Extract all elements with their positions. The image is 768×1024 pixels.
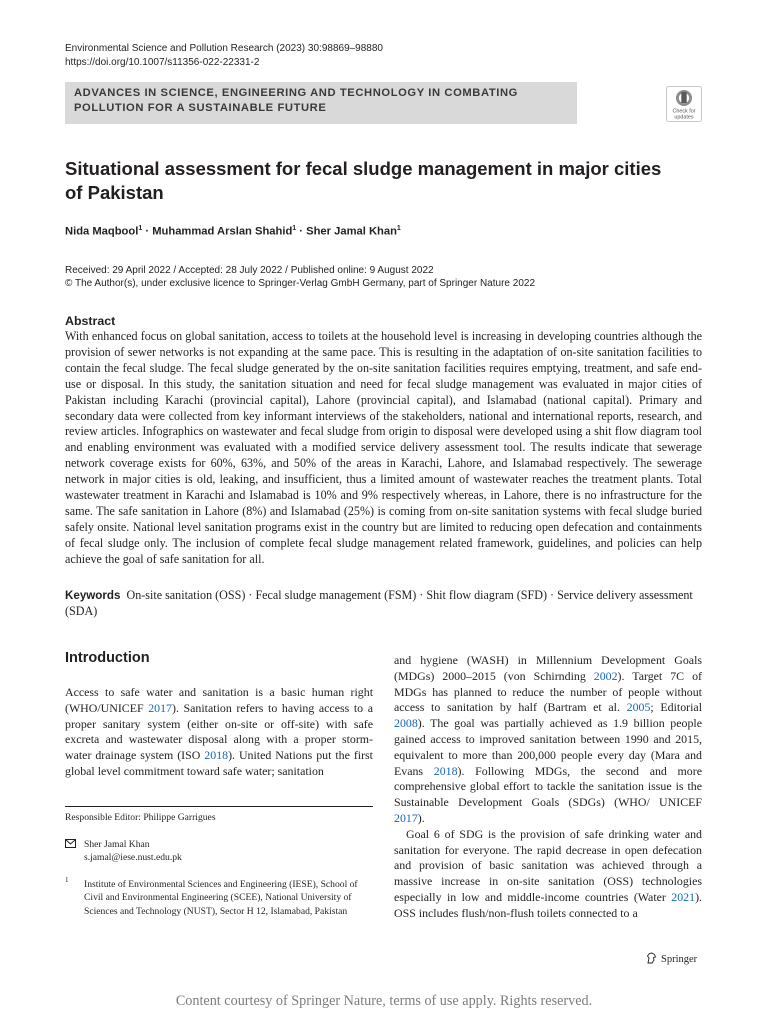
body-text: ). United Nations put the first global level commitment toward safe water; sanitation bbox=[65, 748, 373, 778]
author-name[interactable]: Nida Maqbool bbox=[65, 225, 139, 238]
intro-paragraph-3 bbox=[394, 827, 702, 922]
citation-link[interactable]: 2017 bbox=[394, 810, 418, 825]
banner-line-1: ADVANCES IN SCIENCE, ENGINEERING AND TECHNOLOGY IN COMBATING bbox=[74, 87, 518, 99]
journal-citation: Environmental Science and Pollution Research (2023) 30:98869–98880 bbox=[65, 43, 383, 54]
history-dates: Received: 29 April 2022 / Accepted: 28 July 2022 / Published online: 9 August 2022 bbox=[65, 265, 434, 276]
badge-line-2: updates bbox=[674, 114, 694, 121]
keywords bbox=[65, 588, 702, 620]
intro-column-left bbox=[65, 685, 373, 780]
body-text: ). OSS includes flush/non-flush toilets connected to a bbox=[394, 889, 702, 920]
body-text: ). bbox=[417, 810, 425, 825]
citation-link[interactable]: 2018 bbox=[204, 748, 229, 763]
springer-logo bbox=[646, 952, 697, 965]
citation-link[interactable]: 2021 bbox=[671, 889, 696, 904]
author-name[interactable]: Sher Jamal Khan bbox=[306, 225, 397, 238]
keywords-label: Keywords bbox=[65, 589, 121, 602]
body-text: Access to safe water and sanitation is a basic human right (WHO/UNICEF bbox=[65, 685, 373, 715]
publisher-name: Springer bbox=[661, 954, 698, 965]
affiliation-marker: 1 bbox=[292, 225, 297, 232]
affiliation-marker: 1 bbox=[396, 225, 401, 232]
body-text: ). Target 7C of MDGs has planned to reduce the number of people without access to sanitation by half (Bartram et al. bbox=[394, 668, 703, 715]
article-title: Situational assessment for fecal sludge management in major cities of Pakistan bbox=[65, 158, 662, 203]
badge-line-1: Check for bbox=[672, 108, 696, 115]
publication-dates bbox=[65, 264, 535, 290]
body-text: Goal 6 of SDG is the provision of safe drinking water and sanitation for everyone. The rapid decrease in open defecation and provision of basic sanitation was achieved through a massive increase in on-site sanitation (OSS) technologies especially in low and middle-income countries (Water bbox=[394, 826, 702, 904]
affiliation-marker: 1 bbox=[138, 225, 143, 232]
introduction-heading: Introduction bbox=[65, 650, 150, 666]
doi-link[interactable]: https://doi.org/10.1007/s11356-022-22331-2 bbox=[65, 57, 260, 68]
body-text: ). Following MDGs, the second and more comprehensive global effort to tackle the sanitation issue is the Sustainable Development Goals (SDGs) (WHO/ UNICEF bbox=[394, 763, 702, 810]
body-text: and hygiene (WASH) in Millennium Development Goals (MDGs) 2000–2015 (von Schirnding bbox=[394, 653, 702, 683]
intro-paragraph-1 bbox=[65, 685, 373, 778]
author-separator: · bbox=[142, 225, 153, 238]
envelope-icon[interactable] bbox=[65, 839, 76, 851]
body-text: ; Editorial bbox=[650, 700, 703, 715]
affiliation-text: Institute of Environmental Sciences and Engineering (IESE), School of Civil and Environmental Engineering (SCEE), National University of Sciences and Technology (NUST), Sector H 12, Islamabad, Pakistan bbox=[84, 879, 358, 917]
abstract-body: With enhanced focus on global sanitation, access to toilets at the household level is increasing in developing countries although the provision of sewer networks is not expanding at the same pace. This is resulting in the adaptation of on-site sanitation facilities to contain the fecal sludge. The fecal sludge generated by the on-site sanitation facilities requires emptying, treatment, and safe end-use or disposal. In this study, the sanitation situation and need for fecal sludge management was evaluated in major cities of Pakistan including Karachi (provincial capital), Lahore (provincial capital), and Islamabad (national capital). Primary and secondary data were collected from key informant interviews of the stakeholders, national and international reports, research, and review articles. Infographics on wastewater and fecal sludge from origin to disposal were developed using a shit flow diagram tool and enabling environment was evaluated with a modified service delivery assessment tool. The results indicate that sewerage network coverage exists for 60%, 63%, and 50% of the areas in Karachi, Lahore, and Islamabad respectively. The sewerage network in major cities is old, leaking, and insufficient, thus a limited amount of wastewater reaches the treatment plants. Total wastewater treatment in Karachi and Islamabad is 10% and 9% respectively whereas, in Lahore, there is no infrastructure for the same. The safe sanitation in Lahore (8%) and Islamabad (25%) is coming from on-site sanitation systems with fecal sludge buried safely onsite. National level sanitation programs exist in the country but are limited to reducing open defecation and containments of fecal sludge only. The inclusion of complete fecal sludge management related framework, guidelines, and policies can help achieve the goal of safe sanitation for all. bbox=[65, 329, 702, 566]
check-for-updates-icon[interactable] bbox=[666, 86, 702, 122]
contact-email[interactable]: s.jamal@iese.nust.edu.pk bbox=[84, 852, 182, 864]
intro-column-right bbox=[394, 653, 702, 922]
corresponding-author bbox=[84, 838, 182, 865]
affiliation-number: 1 bbox=[65, 876, 69, 884]
responsible-editor: Responsible Editor: Philippe Garrigues bbox=[65, 812, 216, 823]
footnote-divider bbox=[65, 806, 373, 807]
springer-horse-icon bbox=[646, 952, 657, 964]
series-banner-text bbox=[74, 86, 544, 116]
body-text: ). Sanitation refers to having access to a proper sanitary system (either on-site or off-site) with safe excreta and wastewater disposal along with a proper storm-water drainage system (ISO bbox=[65, 700, 373, 763]
author-name[interactable]: Muhammad Arslan Shahid bbox=[152, 225, 293, 238]
author-separator: · bbox=[296, 225, 307, 238]
body-text: ). The goal was partially achieved as 1.9 billion people gained access to improved sanitation between 1990 and 2015, equivalent to more than 200,000 people every day (Mara and Evans bbox=[394, 716, 702, 778]
copyright-notice: © The Author(s), under exclusive licence to Springer-Verlag GmbH Germany, part of Springer Nature 2022 bbox=[65, 278, 535, 289]
intro-paragraph-2 bbox=[394, 653, 702, 827]
citation-link[interactable]: 2002 bbox=[593, 668, 618, 683]
citation-link[interactable]: 2017 bbox=[148, 700, 172, 715]
author-list bbox=[65, 225, 401, 238]
citation-link[interactable]: 2008 bbox=[394, 716, 418, 731]
banner-line-2: POLLUTION FOR A SUSTAINABLE FUTURE bbox=[74, 102, 327, 114]
contact-name: Sher Jamal Khan bbox=[84, 839, 150, 850]
citation-link[interactable]: 2005 bbox=[626, 700, 651, 715]
citation-link[interactable]: 2018 bbox=[433, 763, 458, 778]
footer-notice: Content courtesy of Springer Nature, terms of use apply. Rights reserved. bbox=[175, 993, 593, 1009]
keywords-list: On-site sanitation (OSS) · Fecal sludge management (FSM) · Shit flow diagram (SFD) · Service delivery assessment (SDA) bbox=[65, 588, 693, 618]
abstract-heading: Abstract bbox=[65, 314, 116, 328]
